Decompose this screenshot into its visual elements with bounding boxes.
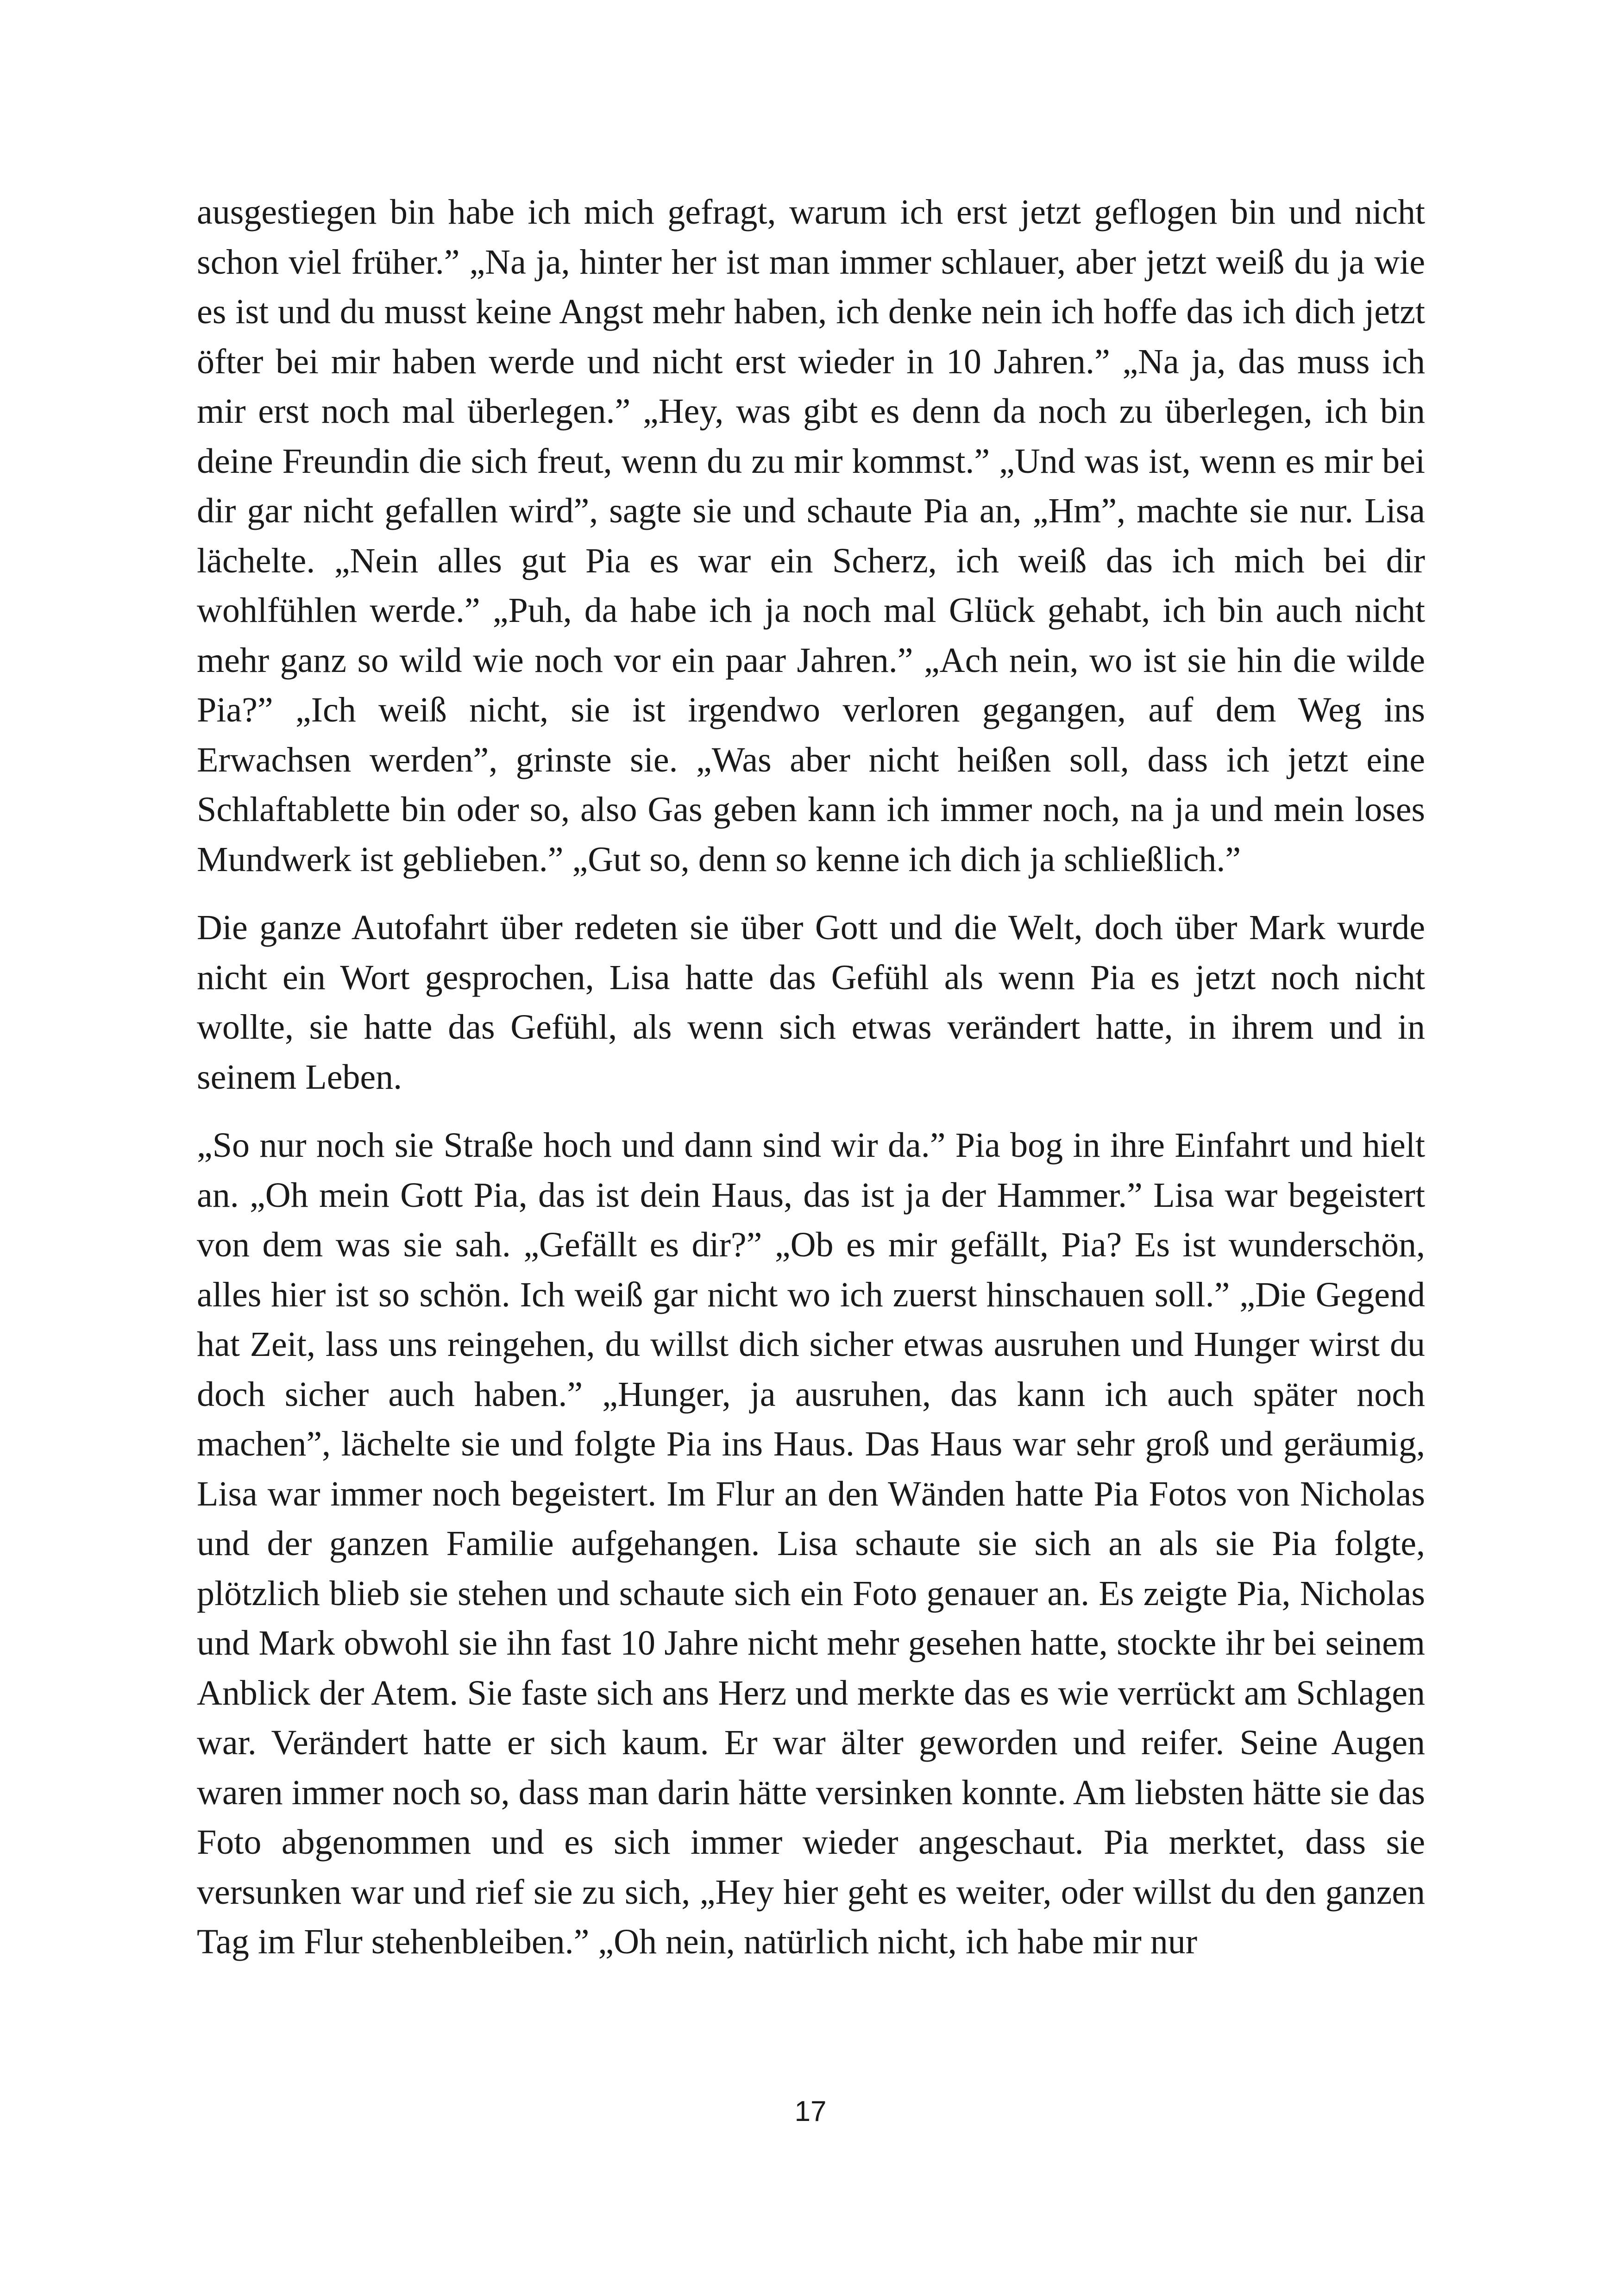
paragraph-2: Die ganze Autofahrt über redeten sie über Gott und die Welt, doch über Mark wurde nicht ein Wort gesprochen, Lisa hatte das Gefühl als wenn Pia es jetzt noch nicht wollte, sie hatte das Gefühl, als wenn sich etwas verändert hatte, in ihrem und in seinem Leben. [197, 908, 1425, 1097]
paragraph-1: ausgestiegen bin habe ich mich gefragt, warum ich erst jetzt geflogen bin und nicht schon viel früher.” „Na ja, hinter her ist man immer schlauer, aber jetzt weiß du ja wie es ist und du musst keine Angst mehr haben, ich denke nein ich hoffe das ich dich jetzt öfter bei mir haben werde und nicht erst wieder in 10 Jahren.” „Na ja, das muss ich mir erst noch mal überlegen.” „Hey, was gibt es denn da noch zu überlegen, ich bin deine Freundin die sich freut, wenn du zu mir kommst.” „Und was ist, wenn es mir bei dir gar nicht gefallen wird”, sagte sie und schaute Pia an, „Hm”, machte sie nur. Lisa lächelte. „Nein alles gut Pia es war ein Scherz, ich weiß das ich mich bei dir wohlfühlen werde.” „Puh, da habe ich ja noch mal Glück gehabt, ich bin auch nicht mehr ganz so wild wie noch vor ein paar Jahren.” „Ach nein, wo ist sie hin die wilde Pia?” „Ich weiß nicht, sie ist irgendwo verloren gegangen, auf dem Weg ins Erwachsen werden”, grinste sie. „Was aber nicht heißen soll, dass ich jetzt eine Schlaftablette bin oder so, also Gas geben kann ich immer noch, na ja und mein loses Mundwerk ist geblieben.” „Gut so, denn so kenne ich dich ja schließlich.” [197, 193, 1425, 879]
paragraph-3: „So nur noch sie Straße hoch und dann sind wir da.” Pia bog in ihre Einfahrt und hielt an. „Oh mein Gott Pia, das ist dein Haus, das ist ja der Hammer.” Lisa war begeistert von dem was sie sah. „Gefällt es dir?” „Ob es mir gefällt, Pia? Es ist wunderschön, alles hier ist so schön. Ich weiß gar nicht wo ich zuerst hinschauen soll.” „Die Gegend hat Zeit, lass uns reingehen, du willst dich sicher etwas ausruhen und Hunger wirst du doch sicher auch haben.” „Hunger, ja ausruhen, das kann ich auch später noch machen”, lächelte sie und folgte Pia ins Haus. Das Haus war sehr groß und geräumig, Lisa war immer noch begeistert. Im Flur an den Wänden hatte Pia Fotos von Nicholas und der ganzen Familie aufgehangen. Lisa schaute sie sich an als sie Pia folgte, plötzlich blieb sie stehen und schaute sich ein Foto genauer an. Es zeigte Pia, Nicholas und Mark obwohl sie ihn fast 10 Jahre nicht mehr gesehen hatte, stockte ihr bei seinem Anblick der Atem. Sie faste sich ans Herz und merkte das es wie verrückt am Schlagen war. Verändert hatte er sich kaum. Er war älter geworden und reifer. Seine Augen waren immer noch so, dass man darin hätte versinken konnte. Am liebsten hätte sie das Foto abgenommen und es sich immer wieder angeschaut. Pia merktet, dass sie versunken war und rief sie zu sich, „Hey hier geht es weiter, oder willst du den ganzen Tag im Flur stehenbleiben.” „Oh nein, natürlich nicht, ich habe mir nur [197, 1126, 1425, 1961]
page-number: 17 [794, 2095, 827, 2127]
body-text [197, 188, 1425, 1967]
